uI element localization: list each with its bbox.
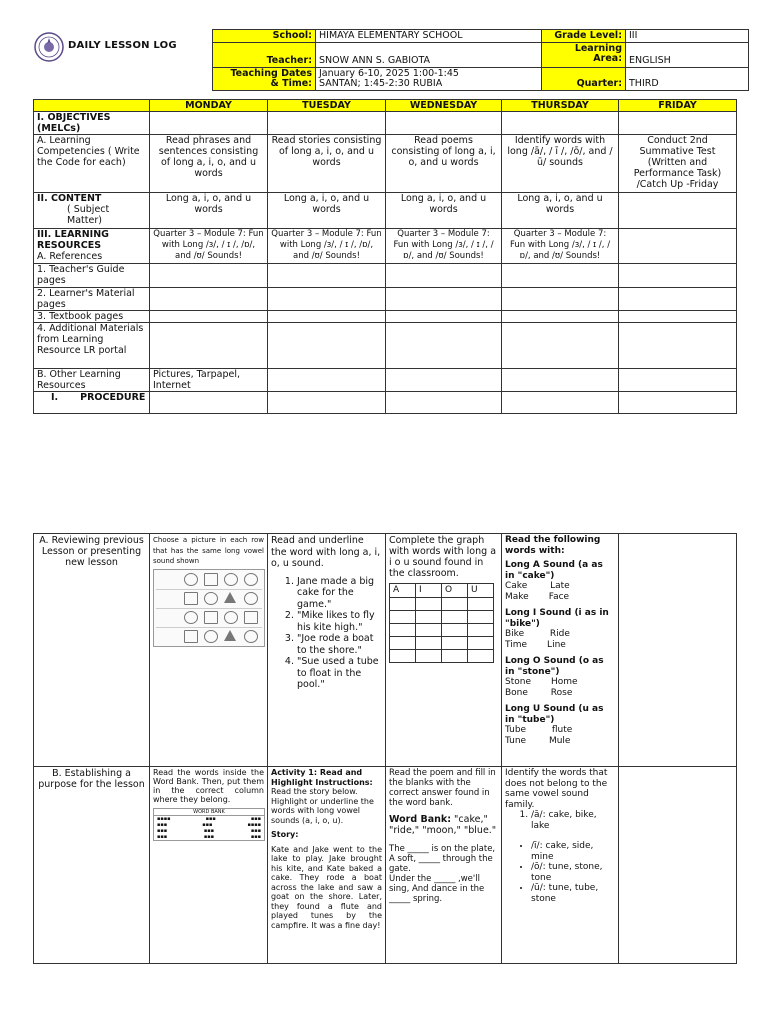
odd-one-out-item: • /ū/: tune, tube, stone [531, 883, 615, 904]
learning-resources-label: III. LEARNING RESOURCES A. References [34, 229, 150, 264]
day-header-friday: FRIDAY [619, 100, 737, 112]
other-resources-monday: Pictures, Tarpapel, Internet [150, 369, 268, 392]
step-a-tuesday: Read and underline the word with long a, i, o, u sound. 1. Jane made a big cake for the game." 2. "Mike likes to fly his kite high." 3. "Joe rode a boat to the shore." 4. "Sue used a tube to float in the pool." [268, 534, 386, 767]
learning-area-value: ENGLISH [626, 43, 749, 68]
step-b-monday: Read the words inside the Word Bank. Then, put them in the correct column where they belong. WORD BANK ▪▪▪▪ ▪▪▪ ▪▪▪ ▪▪▪ ▪▪▪ ▪▪▪▪ ▪▪▪ ▪▪▪ ▪▪▪ ▪▪▪ ▪▪▪ ▪▪▪ [150, 767, 268, 964]
module-wednesday: Quarter 3 – Module 7: Fun with Long /ɜ/, / ɪ /, /ɒ/, and /ʊ/ Sounds! [386, 229, 502, 264]
teaching-dates-value: January 6-10, 2025 1:00-1:45 SANTAN; 1:45-2:30 RUBIA [316, 68, 542, 91]
poem-line: The _____ is on the plate, [389, 844, 496, 854]
header-info-table [212, 29, 749, 91]
odd-one-out-item: • /ī/: cake, side, mine [531, 841, 615, 862]
word-bank-table: WORD BANK ▪▪▪▪ ▪▪▪ ▪▪▪ ▪▪▪ ▪▪▪ ▪▪▪▪ ▪▪▪ ▪▪▪ ▪▪▪ ▪▪▪ ▪▪▪ ▪▪▪ [153, 808, 265, 841]
page-title: DAILY LESSON LOG [68, 40, 177, 51]
teachers-guide-label: 1. Teacher's Guide pages [34, 264, 150, 288]
additional-materials-label: 4. Additional Materials from Learning Resource LR portal [34, 323, 150, 369]
competency-wednesday: Read poems consisting of long a, i, o, and u words [386, 135, 502, 193]
school-label: School: [213, 30, 316, 43]
textbook-label: 3. Textbook pages [34, 311, 150, 323]
objectives-label: I. OBJECTIVES (MELCs) [34, 112, 150, 135]
graph-header-u: U [468, 584, 494, 598]
module-monday: Quarter 3 – Module 7: Fun with Long /ɜ/, / ɪ /, /ɒ/, and /ʊ/ Sounds! [150, 229, 268, 264]
step-a-label: A. Reviewing previous Lesson or presenting new lesson [34, 534, 150, 767]
vowel-graph [389, 583, 494, 663]
procedure-label: I. PROCEDURE [34, 392, 150, 414]
content-thursday: Long a, i, o, and u words [502, 193, 619, 229]
long-u-words: Tube flute Tune Mule [505, 725, 573, 746]
content-monday: Long a, i, o, and u words [150, 193, 268, 229]
content-tuesday: Long a, i, o, and u words [268, 193, 386, 229]
long-i-title: Long I Sound (i as in "bike") [505, 608, 609, 629]
competency-monday: Read phrases and sentences consisting of long a, i, o, and u words [150, 135, 268, 193]
deped-seal-logo [34, 32, 64, 62]
graph-header-a: A [390, 584, 416, 598]
learners-material-label: 2. Learner's Material pages [34, 288, 150, 311]
competency-tuesday: Read stories consisting of long a, i, o, and u words [268, 135, 386, 193]
poem-line: A soft, _____ through the gate. [389, 854, 493, 874]
long-o-title: Long O Sound (o as in "stone") [505, 656, 604, 677]
quarter-value: THIRD [626, 68, 749, 91]
step-b-tuesday: Activity 1: Read and Highlight Instructions: Read the story below. Highlight or underline the words with long vowel sounds (a, i, o, u). Story: Kate and Jake went to the lake to play. Jake brought his kite, and Kate baked a cake. They rode a boat across the lake and saw a goat on the shore. Later, they found a flute and played tunes by the campfire. It was a fine day! [268, 767, 386, 964]
story-text: Kate and Jake went to the lake to play. Jake brought his kite, and Kate baked a cake. They rode a boat across the lake and saw a goat on the shore. Later, they found a flute and played tunes by the campfire. It was a fine day! [271, 844, 382, 930]
grade-level-value: III [626, 30, 749, 43]
sentence-item: 1. Jane made a big cake for the game." [297, 576, 382, 611]
long-i-words: Bike Ride Time Line [505, 629, 570, 650]
step-a-wednesday: Complete the graph with words with long a i o u sound found in the classroom. A I O U [386, 534, 502, 767]
content-label: II. CONTENT ( Subject Matter) [34, 193, 150, 229]
teacher-value: SNOW ANN S. GABIOTA [316, 43, 542, 68]
day-header-tuesday: TUESDAY [268, 100, 386, 112]
sentence-item: 3. "Joe rode a boat to the shore." [297, 633, 382, 656]
content-friday [619, 193, 737, 229]
long-a-words: Cake Late Make Face [505, 581, 570, 602]
day-header-wednesday: WEDNESDAY [386, 100, 502, 112]
school-value: HIMAYA ELEMENTARY SCHOOL [316, 30, 542, 43]
procedures-table [33, 533, 737, 964]
long-u-title: Long U Sound (u as in "tube") [505, 704, 604, 725]
teaching-dates-label: Teaching Dates & Time: [213, 68, 316, 91]
competencies-label: A. Learning Competencies ( Write the Code for each) [34, 135, 150, 193]
day-header-thursday: THURSDAY [502, 100, 619, 112]
long-a-title: Long A Sound (a as in "cake") [505, 560, 603, 581]
grade-level-label: Grade Level: [542, 30, 626, 43]
corner-cell [34, 100, 150, 112]
long-o-words: Stone Home Bone Rose [505, 677, 578, 698]
odd-one-out-item: 1. /ā/: cake, bike, lake [531, 810, 615, 831]
step-a-monday: Choose a picture in each row that has the same long vowel sound shown [150, 534, 268, 767]
content-wednesday: Long a, i, o, and u words [386, 193, 502, 229]
step-b-label: B. Establishing a purpose for the lesson [34, 767, 150, 964]
module-tuesday: Quarter 3 – Module 7: Fun with Long /ɜ/, / ɪ /, /ɒ/, and /ʊ/ Sounds! [268, 229, 386, 264]
poem-line: Under the _____ ,we'll sing, And dance in the _____ spring. [389, 874, 485, 904]
competency-friday: Conduct 2nd Summative Test (Written and Performance Task) /Catch Up -Friday [619, 135, 737, 193]
step-b-wednesday: Read the poem and fill in the blanks with the correct answer found in the word bank. Word Bank: "cake," "ride," "moon," "blue." The _____ is on the plate, A soft, _____ through the gate. Under the _____ ,we'll sing, And dance in the _____ spring. [386, 767, 502, 964]
learning-area-label: Learning Area: [542, 43, 626, 68]
quarter-label: Quarter: [542, 68, 626, 91]
lesson-plan-table [33, 99, 737, 414]
step-b-thursday: Identify the words that does not belong to the same vowel sound family. 1. /ā/: cake, bike, lake • /ī/: cake, side, mine • /ō/: tune, stone, tone • /ū/: tune, tube, stone [502, 767, 619, 964]
day-header-monday: MONDAY [150, 100, 268, 112]
step-a-thursday: Read the following words with: Long A Sound (a as in "cake") Cake Late Make Face Long I Sound (i as in "bike") Bike Ride Time Line Long O Sound (o as in "stone") Stone Home Bone Rose Long U Sound (u as in "tube") Tube flute Tune Mule [502, 534, 619, 767]
picture-choice-worksheet [153, 569, 265, 647]
sentence-item: 2. "Mike likes to fly his kite high." [297, 610, 382, 633]
other-resources-label: B. Other Learning Resources [34, 369, 150, 392]
competency-thursday: Identify words with long /ā/, / ī /, /ō/, and /ū/ sounds [502, 135, 619, 193]
odd-one-out-item: • /ō/: tune, stone, tone [531, 862, 615, 883]
sentence-item: 4. "Sue used a tube to float in the pool." [297, 656, 382, 691]
teacher-label: Teacher: [213, 43, 316, 68]
module-thursday: Quarter 3 – Module 7: Fun with Long /ɜ/, / ɪ /, /ɒ/, and /ʊ/ Sounds! [502, 229, 619, 264]
graph-header-o: O [442, 584, 468, 598]
graph-header-i: I [416, 584, 442, 598]
